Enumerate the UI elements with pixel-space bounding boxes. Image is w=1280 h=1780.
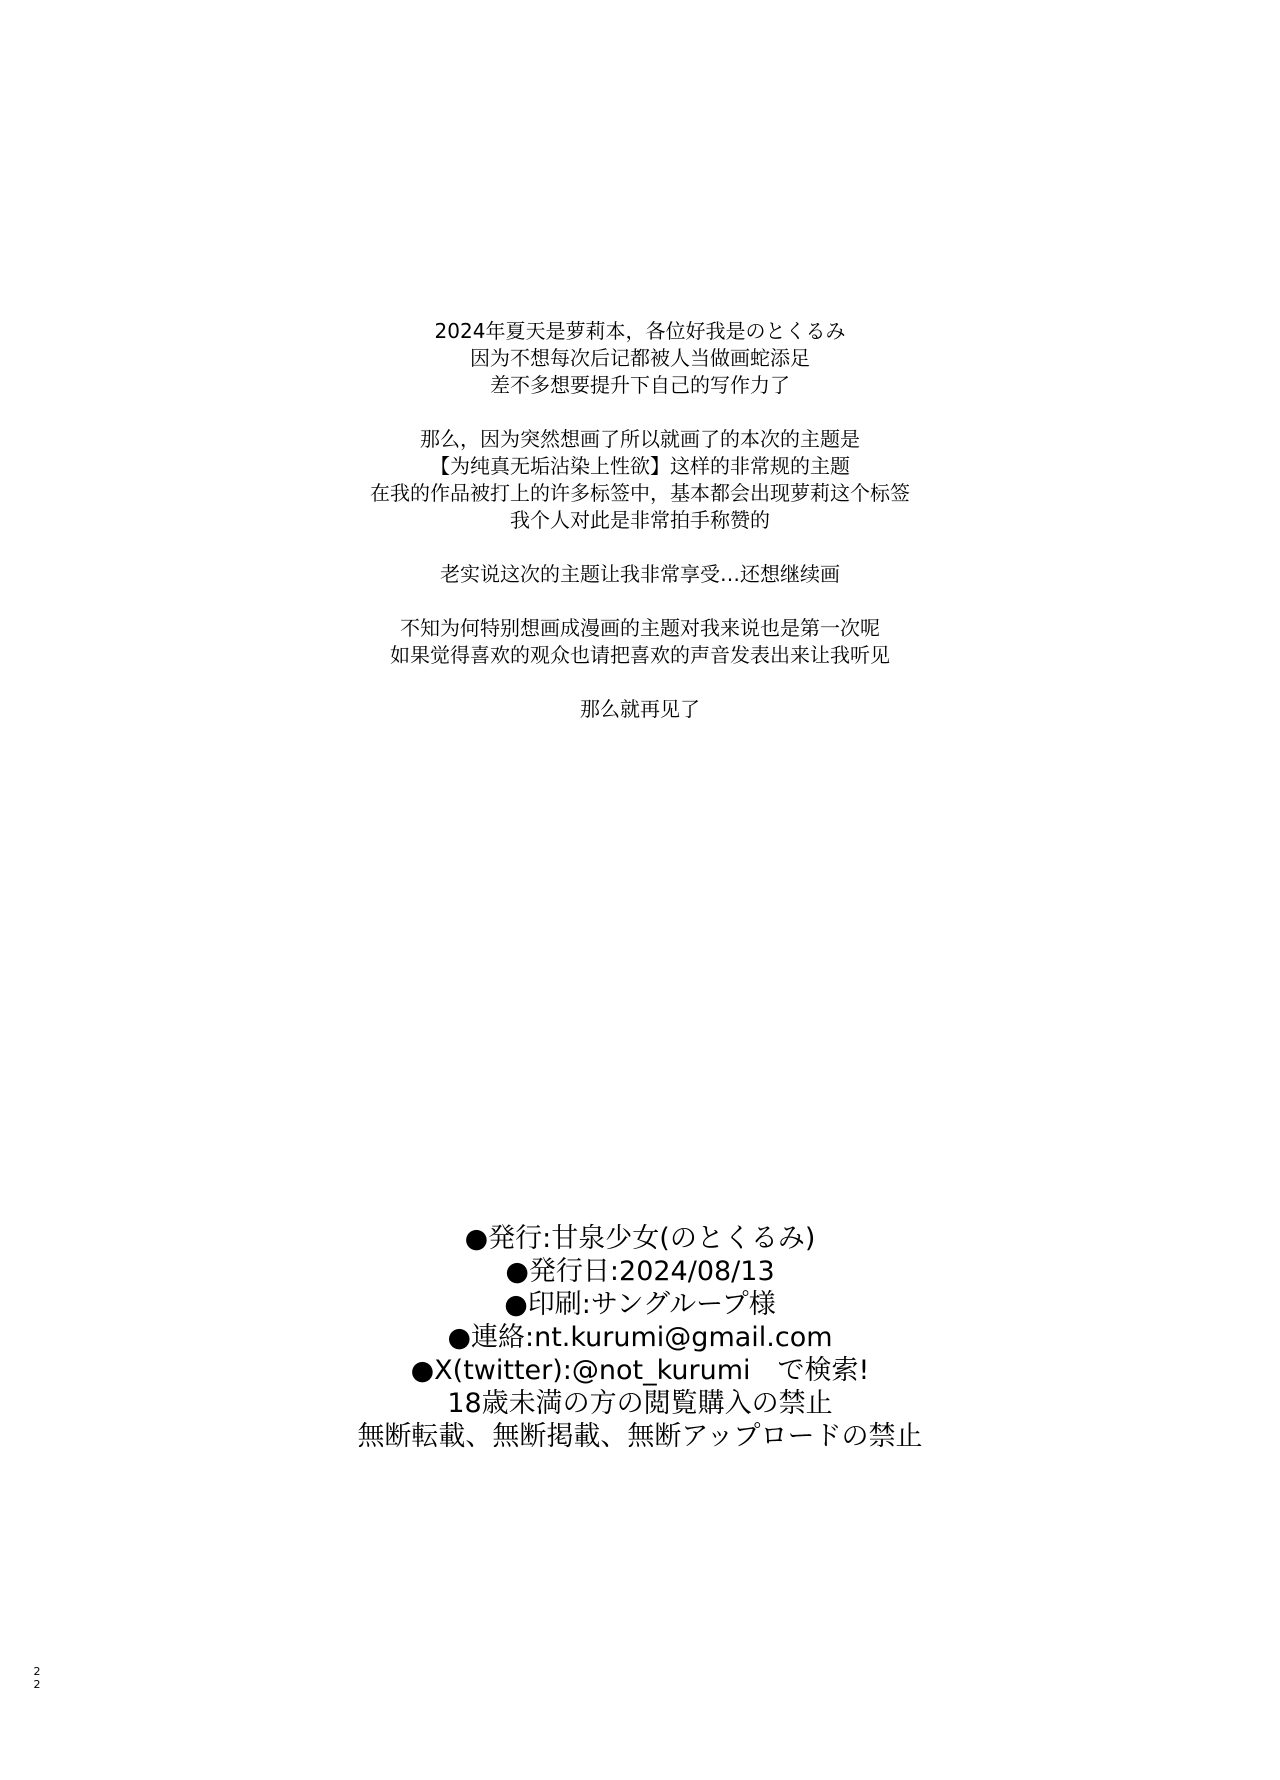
afterword-line: 不知为何特别想画成漫画的主题对我来说也是第一次呢 <box>400 616 880 640</box>
colophon-printer: ●印刷:サングループ様 <box>504 1289 776 1320</box>
colophon-twitter: ●X(twitter):@not_kurumi で検索! <box>410 1355 870 1386</box>
afterword-paragraph-2 <box>0 426 1280 534</box>
afterword-paragraph-3 <box>0 561 1280 588</box>
afterword-paragraph-1 <box>0 318 1280 399</box>
colophon <box>0 1222 1280 1453</box>
afterword-line: 2024年夏天是萝莉本，各位好我是のとくるみ <box>434 319 846 343</box>
colophon-issue-date: ●発行日:2024/08/13 <box>505 1256 775 1287</box>
page-number-digit: 2 <box>33 1665 41 1678</box>
afterword-line: 因为不想每次后记都被人当做画蛇添足 <box>470 346 810 370</box>
afterword-line: 我个人对此是非常拍手称赞的 <box>510 508 770 532</box>
colophon-age-notice: 18歳未満の方の閲覧購入の禁止 <box>447 1388 833 1419</box>
afterword-paragraph-4 <box>0 615 1280 669</box>
colophon-copy-notice: 無断転載、無断掲載、無断アップロードの禁止 <box>357 1421 923 1452</box>
afterword-line: 那么，因为突然想画了所以就画了的本次的主题是 <box>420 427 860 451</box>
afterword-text <box>0 318 1280 750</box>
afterword-line: 【为纯真无垢沾染上性欲】这样的非常规的主题 <box>430 454 850 478</box>
afterword-line: 那么就再见了 <box>580 697 700 721</box>
page-number <box>32 1665 42 1691</box>
afterword-line: 老实说这次的主题让我非常享受…还想继续画 <box>440 562 840 586</box>
colophon-contact: ●連絡:nt.kurumi@gmail.com <box>447 1322 833 1353</box>
afterword-line: 在我的作品被打上的许多标签中，基本都会出现萝莉这个标签 <box>370 481 910 505</box>
afterword-paragraph-5 <box>0 696 1280 723</box>
afterword-line: 差不多想要提升下自己的写作力了 <box>490 373 790 397</box>
afterword-line: 如果觉得喜欢的观众也请把喜欢的声音发表出来让我听见 <box>390 643 890 667</box>
colophon-publisher: ●発行:甘泉少女(のとくるみ) <box>464 1223 816 1254</box>
page-number-digit: 2 <box>33 1678 41 1691</box>
